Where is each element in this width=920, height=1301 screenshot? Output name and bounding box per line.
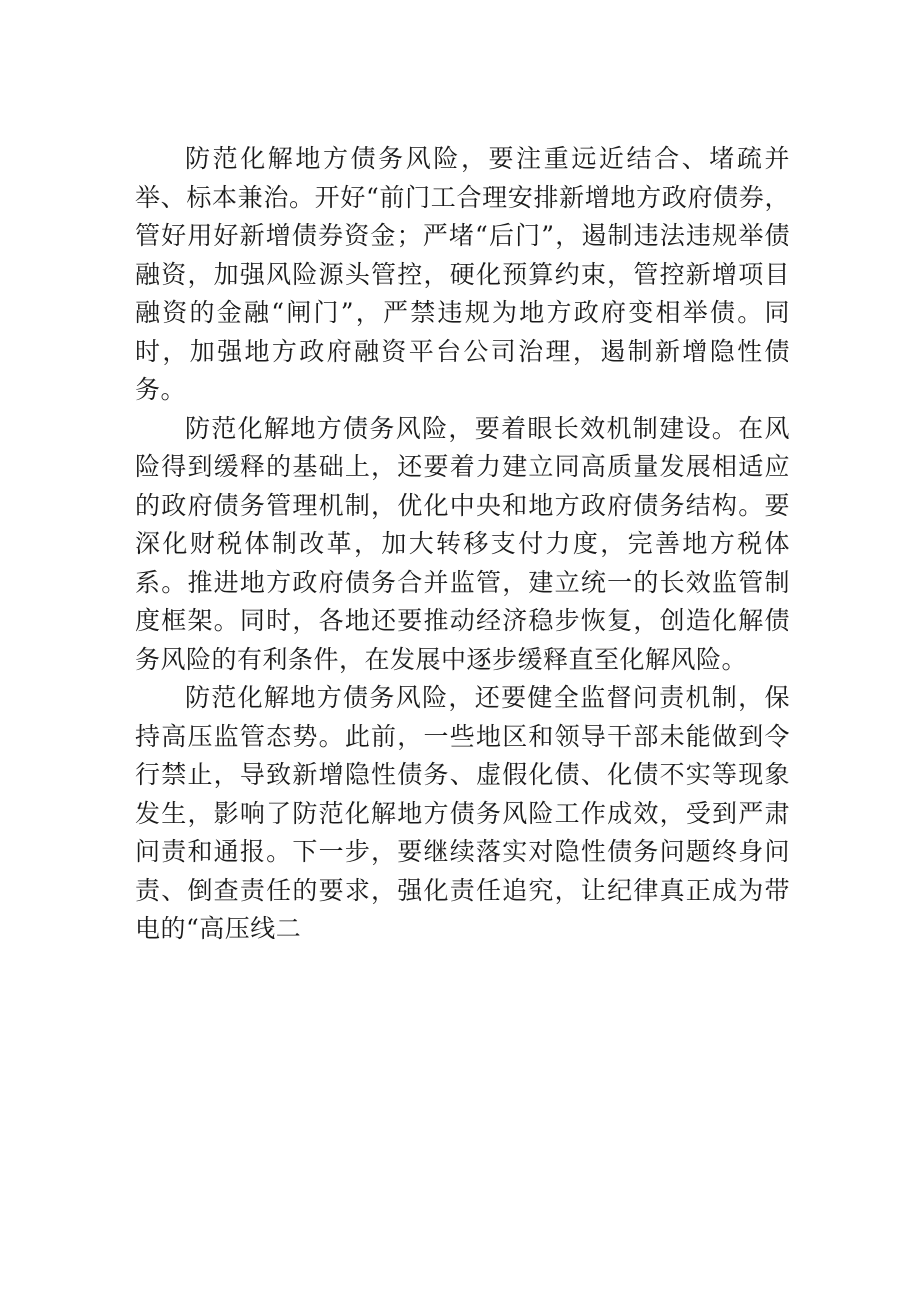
paragraph-1: 防范化解地方债务风险，要注重远近结合、堵疏并举、标本兼治。开好“前门工合理安排新增地方政府债券，管好用好新增债券资金；严堵“后门”，遏制违法违规举债融资，加强风险源头管控，硬化预算约束，管控新增项目融资的金融“闸门”，严禁违规为地方政府变相举债。同时，加强地方政府融资平台公司治理，遏制新增隐性债务。	[135, 144, 790, 404]
paragraph-3: 防范化解地方债务风险，还要健全监督问责机制，保持高压监管态势。此前，一些地区和领导干部未能做到令行禁止，导致新增隐性债务、虚假化债、化债不实等现象发生，影响了防范化解地方债务风险工作成效，受到严肃问责和通报。下一步，要继续落实对隐性债务问题终身问责、倒查责任的要求，强化责任追究，让纪律真正成为带电的“高压线二	[135, 683, 790, 943]
document-body	[135, 140, 790, 949]
paragraph-2: 防范化解地方债务风险，要着眼长效机制建设。在风险得到缓释的基础上，还要着力建立同高质量发展相适应的政府债务管理机制，优化中央和地方政府债务结构。要深化财税体制改革，加大转移支付力度，完善地方税体系。推进地方政府债务合并监管，建立统一的长效监管制度框架。同时，各地还要推动经济稳步恢复，创造化解债务风险的有利条件，在发展中逐步缓释直至化解风险。	[135, 413, 790, 674]
